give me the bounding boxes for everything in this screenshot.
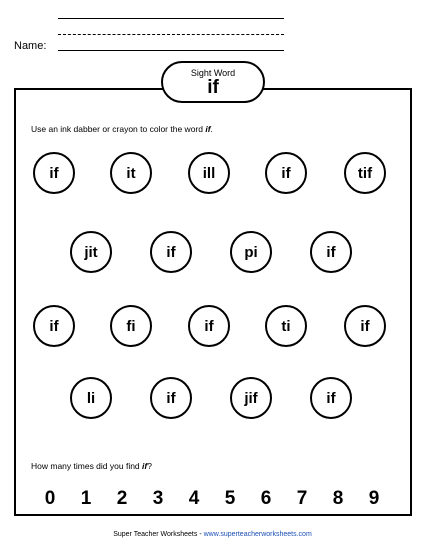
word-bubble[interactable]: if [265, 152, 307, 194]
word-bubble[interactable]: if [150, 377, 192, 419]
title-word: if [207, 77, 219, 98]
word-bubble[interactable]: it [110, 152, 152, 194]
count-number-5[interactable]: 5 [224, 488, 236, 509]
footer-separator: - [197, 531, 204, 538]
count-number-8[interactable]: 8 [332, 488, 344, 509]
instructions [31, 124, 213, 134]
count-number-1[interactable]: 1 [80, 488, 92, 509]
word-bubble[interactable]: jif [230, 377, 272, 419]
word-bubble[interactable]: if [310, 231, 352, 273]
word-bubble[interactable]: if [33, 152, 75, 194]
count-number-2[interactable]: 2 [116, 488, 128, 509]
instructions-end: . [210, 124, 213, 134]
footer-link[interactable]: www.superteacherworksheets.com [203, 531, 312, 538]
question-text: How many times did you find [31, 461, 143, 471]
word-bubble[interactable]: jit [70, 231, 112, 273]
word-bubble[interactable]: fi [110, 305, 152, 347]
dashed-line [58, 34, 284, 35]
question-word: if [142, 461, 148, 471]
name-line[interactable] [58, 50, 284, 51]
footer-brand: Super Teacher Worksheets [113, 531, 198, 538]
count-number-9[interactable]: 9 [368, 488, 380, 509]
title-subtitle: Sight Word [190, 68, 236, 78]
top-line [58, 18, 284, 19]
count-number-0[interactable]: 0 [44, 488, 56, 509]
count-number-6[interactable]: 6 [260, 488, 272, 509]
count-number-3[interactable]: 3 [152, 488, 164, 509]
word-bubble[interactable]: li [70, 377, 112, 419]
name-label: Name: [14, 40, 47, 52]
word-bubble[interactable]: ti [265, 305, 307, 347]
instructions-word: if [205, 124, 211, 134]
word-bubble[interactable]: tif [344, 152, 386, 194]
word-bubble[interactable]: pi [230, 231, 272, 273]
word-bubble[interactable]: if [33, 305, 75, 347]
instructions-text: Use an ink dabber or crayon to color the word [31, 124, 206, 134]
word-bubble[interactable]: if [310, 377, 352, 419]
question [31, 461, 152, 471]
count-number-4[interactable]: 4 [188, 488, 200, 509]
title-box [161, 61, 265, 103]
word-bubble[interactable]: if [344, 305, 386, 347]
word-bubble[interactable]: ill [188, 152, 230, 194]
word-bubble[interactable]: if [188, 305, 230, 347]
count-number-7[interactable]: 7 [296, 488, 308, 509]
footer [0, 530, 425, 539]
word-bubble[interactable]: if [150, 231, 192, 273]
name-block [14, 14, 294, 54]
question-end: ? [147, 461, 152, 471]
